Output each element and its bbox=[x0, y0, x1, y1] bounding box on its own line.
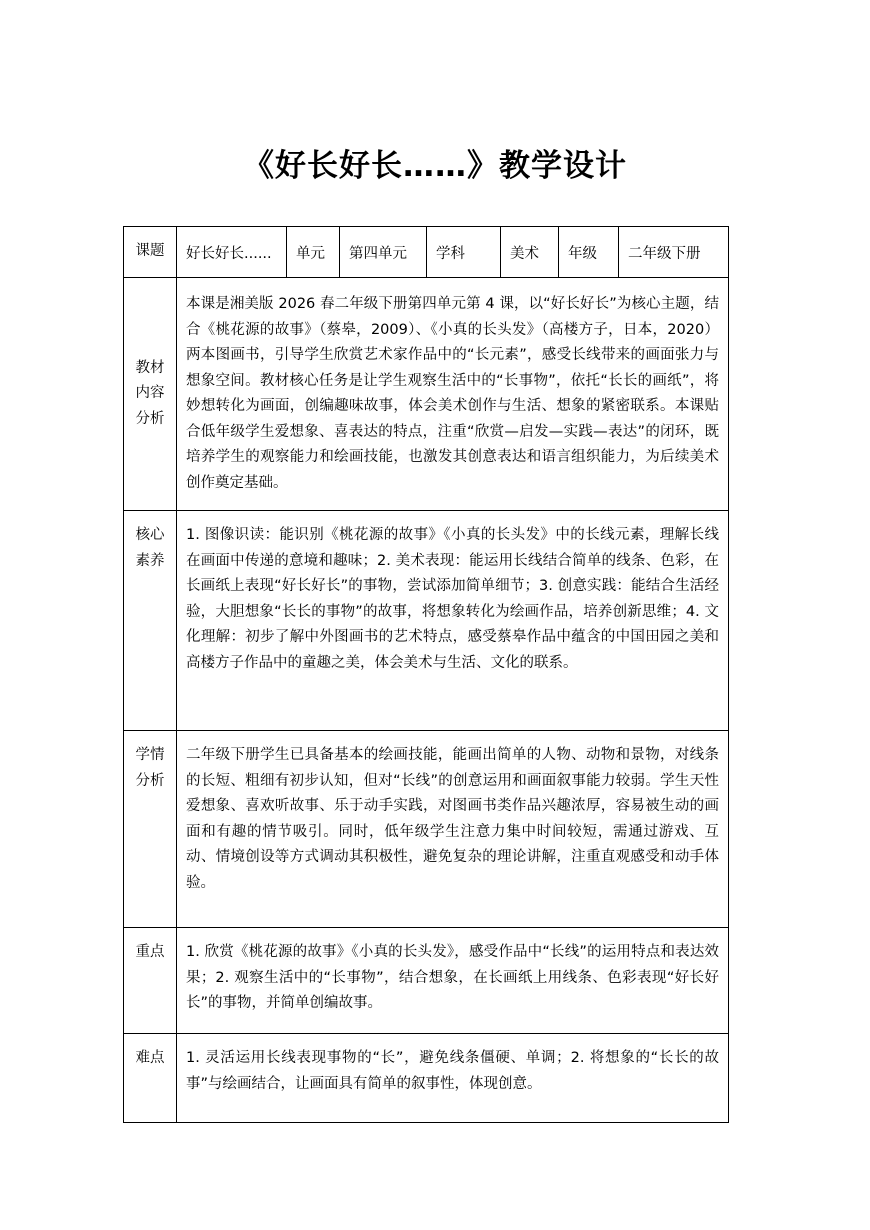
unit-label: 单元 bbox=[287, 227, 340, 278]
analysis-label-line: 分析 bbox=[135, 410, 165, 427]
subject-label: 学科 bbox=[427, 227, 501, 278]
lesson-value: 好长好长...... bbox=[177, 227, 287, 278]
header-row bbox=[124, 227, 729, 278]
analysis-label bbox=[124, 278, 177, 511]
analysis-label-line: 内容 bbox=[135, 385, 165, 402]
key-text: 1. 欣赏《桃花源的故事》《小真的长头发》，感受作品中“长线”的运用特点和表达效果；2. 观察生活中的“长事物”，结合想象，在长画纸上用线条、色彩表现“好长好长”的事物，并简单创编故事。 bbox=[177, 928, 729, 1034]
subject-value: 美术 bbox=[501, 227, 559, 278]
core-text: 1. 图像识读：能识别《桃花源的故事》《小真的长头发》中的长线元素，理解长线在画面中传递的意境和趣味；2. 美术表现：能运用长线结合简单的线条、色彩，在长画纸上表现“好长好长”的事物，尝试添加简单细节；3. 创意实践：能结合生活经验，大胆想象“长长的事物”的故事，将想象转化为绘画作品，培养创新思维；4. 文化理解：初步了解中外图画书的艺术特点，感受蔡皋作品中蕴含的中国田园之美和高楼方子作品中的童趣之美，体会美术与生活、文化的联系。 bbox=[177, 511, 729, 731]
analysis-text: 本课是湘美版 2026 春二年级下册第四单元第 4 课，以“好长好长”为核心主题，结合《桃花源的故事》（蔡皋，2009）、《小真的长头发》（高楼方子，日本，2020）两本图画书，引导学生欣赏艺术家作品中的“长元素”，感受长线带来的画面张力与想象空间。教材核心任务是让学生观察生活中的“长事物”，依托“长长的画纸”，将妙想转化为画面，创编趣味故事，体会美术创作与生活、想象的紧密联系。本课贴合低年级学生爱想象、喜表达的特点，注重“欣赏—启发—实践—表达”的闭环，既培养学生的观察能力和绘画技能，也激发其创意表达和语言组织能力，为后续美术创作奠定基础。 bbox=[177, 278, 729, 511]
lesson-plan-table bbox=[123, 226, 729, 1123]
learning-text: 二年级下册学生已具备基本的绘画技能，能画出简单的人物、动物和景物，对线条的长短、粗细有初步认知，但对“长线”的创意运用和画面叙事能力较弱。学生天性爱想象、喜欢听故事、乐于动手实践，对图画书类作品兴趣浓厚，容易被生动的画面和有趣的情节吸引。同时，低年级学生注意力集中时间较短，需通过游戏、互动、情境创设等方式调动其积极性，避免复杂的理论讲解，注重直观感受和动手体验。 bbox=[177, 731, 729, 928]
learning-label-line: 分析 bbox=[135, 772, 165, 789]
unit-value: 第四单元 bbox=[340, 227, 427, 278]
difficulty-label bbox=[124, 1034, 177, 1123]
key-label-line: 重点 bbox=[135, 944, 165, 960]
difficulty-label-line: 难点 bbox=[135, 1050, 165, 1066]
lesson-label: 课题 bbox=[124, 227, 177, 278]
learning-label-line: 学情 bbox=[135, 747, 165, 763]
core-label bbox=[124, 511, 177, 731]
grade-value: 二年级下册 bbox=[619, 227, 729, 278]
difficulty-text: 1. 灵活运用长线表现事物的“长”，避免线条僵硬、单调；2. 将想象的“长长的故事”与绘画结合，让画面具有简单的叙事性，体现创意。 bbox=[177, 1034, 729, 1123]
core-label-line: 核心 bbox=[135, 527, 165, 543]
page-title: 《好长好长……》教学设计 bbox=[243, 148, 627, 184]
key-label bbox=[124, 928, 177, 1034]
core-row bbox=[124, 511, 729, 731]
learning-label bbox=[124, 731, 177, 928]
key-row bbox=[124, 928, 729, 1034]
analysis-label-line: 教材 bbox=[135, 359, 165, 376]
core-label-line: 素养 bbox=[135, 552, 165, 569]
difficulty-row bbox=[124, 1034, 729, 1123]
grade-label: 年级 bbox=[559, 227, 619, 278]
analysis-row bbox=[124, 278, 729, 511]
learning-row bbox=[124, 731, 729, 928]
